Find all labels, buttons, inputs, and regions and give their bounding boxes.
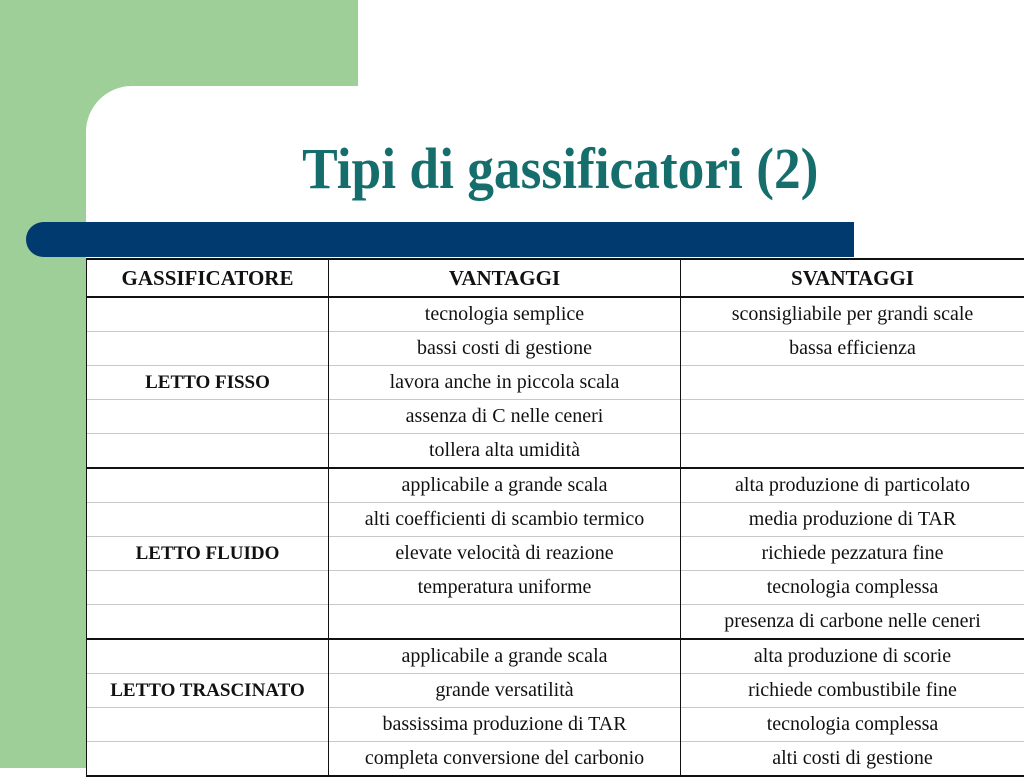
cell-gassificatore <box>87 571 329 605</box>
cell-vantaggio: temperatura uniforme <box>329 571 681 605</box>
cell-vantaggio: grande versatilità <box>329 674 681 708</box>
cell-svantaggio <box>681 366 1024 400</box>
header-vantaggi: VANTAGGI <box>329 259 681 297</box>
table-row <box>87 674 1024 708</box>
gasifier-comparison-table <box>86 258 1024 777</box>
cell-vantaggio: tollera alta umidità <box>329 434 681 469</box>
table-row <box>87 639 1024 674</box>
table-row <box>87 332 1024 366</box>
slide-title: Tipi di gassificatori (2) <box>129 134 992 204</box>
table-header-row <box>87 259 1024 297</box>
cell-vantaggio: tecnologia semplice <box>329 297 681 332</box>
cell-svantaggio: sconsigliabile per grandi scale <box>681 297 1024 332</box>
cell-svantaggio: alta produzione di scorie <box>681 639 1024 674</box>
cell-vantaggio: completa conversione del carbonio <box>329 742 681 777</box>
decorative-blue-bar <box>26 222 854 257</box>
cell-gassificatore <box>87 434 329 469</box>
table-row <box>87 708 1024 742</box>
cell-gassificatore <box>87 708 329 742</box>
cell-gassificatore <box>87 332 329 366</box>
table-row <box>87 605 1024 640</box>
cell-svantaggio <box>681 434 1024 469</box>
table-body <box>87 297 1024 776</box>
cell-vantaggio: elevate velocità di reazione <box>329 537 681 571</box>
cell-gassificatore: LETTO FISSO <box>87 366 329 400</box>
table-row <box>87 742 1024 777</box>
cell-vantaggio: bassi costi di gestione <box>329 332 681 366</box>
cell-vantaggio: applicabile a grande scala <box>329 639 681 674</box>
gasifier-table-container <box>86 258 1024 768</box>
cell-vantaggio: bassissima produzione di TAR <box>329 708 681 742</box>
cell-vantaggio: alti coefficienti di scambio termico <box>329 503 681 537</box>
cell-vantaggio: applicabile a grande scala <box>329 468 681 503</box>
cell-svantaggio: alta produzione di particolato <box>681 468 1024 503</box>
header-svantaggi: SVANTAGGI <box>681 259 1024 297</box>
cell-vantaggio: lavora anche in piccola scala <box>329 366 681 400</box>
cell-gassificatore <box>87 297 329 332</box>
cell-svantaggio: richiede pezzatura fine <box>681 537 1024 571</box>
cell-svantaggio: richiede combustibile fine <box>681 674 1024 708</box>
cell-svantaggio: media produzione di TAR <box>681 503 1024 537</box>
cell-svantaggio: bassa efficienza <box>681 332 1024 366</box>
table-row <box>87 297 1024 332</box>
table-row <box>87 366 1024 400</box>
cell-gassificatore: LETTO FLUIDO <box>87 537 329 571</box>
table-row <box>87 571 1024 605</box>
table-row <box>87 537 1024 571</box>
table-row <box>87 400 1024 434</box>
cell-gassificatore <box>87 503 329 537</box>
cell-vantaggio: assenza di C nelle ceneri <box>329 400 681 434</box>
table-row <box>87 434 1024 469</box>
cell-gassificatore <box>87 639 329 674</box>
table-row <box>87 468 1024 503</box>
cell-vantaggio <box>329 605 681 640</box>
cell-svantaggio: presenza di carbone nelle ceneri <box>681 605 1024 640</box>
cell-svantaggio: tecnologia complessa <box>681 571 1024 605</box>
cell-gassificatore <box>87 400 329 434</box>
cell-svantaggio: alti costi di gestione <box>681 742 1024 777</box>
cell-svantaggio: tecnologia complessa <box>681 708 1024 742</box>
cell-svantaggio <box>681 400 1024 434</box>
cell-gassificatore <box>87 605 329 640</box>
cell-gassificatore <box>87 742 329 777</box>
cell-gassificatore: LETTO TRASCINATO <box>87 674 329 708</box>
header-gassificatore: GASSIFICATORE <box>87 259 329 297</box>
table-row <box>87 503 1024 537</box>
cell-gassificatore <box>87 468 329 503</box>
